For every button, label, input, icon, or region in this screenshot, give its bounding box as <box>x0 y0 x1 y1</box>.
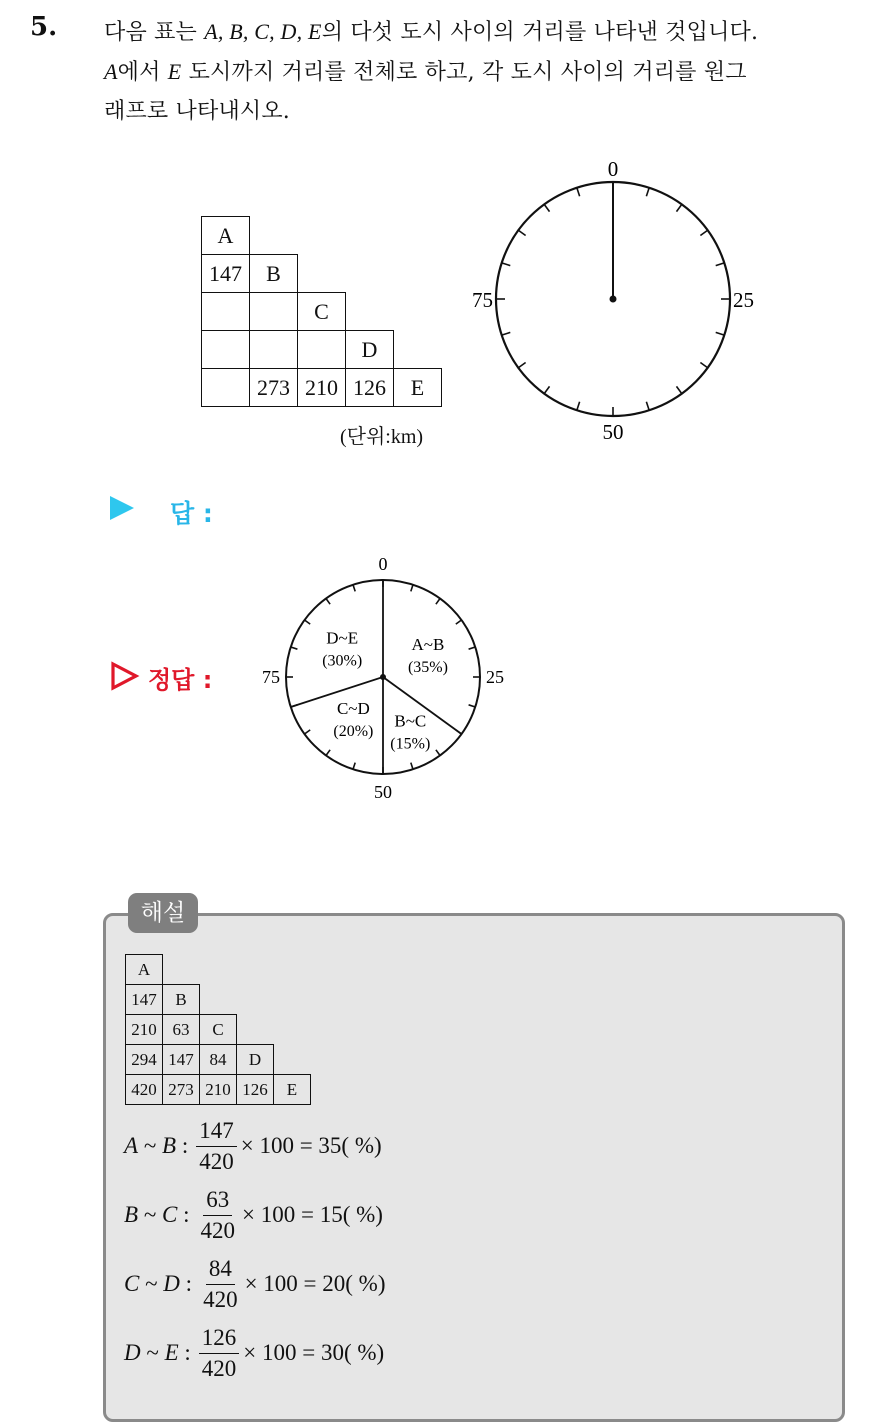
explanation-table-cell: D <box>237 1045 274 1075</box>
denominator: 420 <box>199 1148 234 1174</box>
distance-table-empty <box>394 255 442 293</box>
tick-mark <box>353 763 355 770</box>
distance-table-cell: 273 <box>250 369 298 407</box>
pie-label-right: 25 <box>486 667 504 687</box>
pie-label-top: 0 <box>378 554 388 574</box>
distance-table-cell: E <box>394 369 442 407</box>
distance-table-cell <box>250 293 298 331</box>
denominator: 420 <box>200 1217 235 1243</box>
numerator: 147 <box>196 1116 237 1147</box>
pie-slice-name: C~D <box>336 698 370 718</box>
tick-mark <box>544 204 549 211</box>
blank-circle-center <box>610 296 617 303</box>
explanation-table-row <box>126 1015 311 1045</box>
pie-slice-name: D~E <box>326 628 359 648</box>
explanation-table-empty <box>163 955 200 985</box>
distance-table-cell: 147 <box>202 255 250 293</box>
pie-slice-name: A~B <box>411 635 445 655</box>
explanation-tag: 해설 <box>128 893 198 933</box>
distance-table-row <box>202 293 442 331</box>
explanation-table-empty <box>237 955 274 985</box>
tick-mark <box>436 599 440 605</box>
question-text: 다음 표는 A, B, C, D, E의 다섯 도시 사이의 거리를 나타낸 것입니다. A에서 E 도시까지 거리를 전체로 하고, 각 도시 사이의 거리를 원그 래프로 나타내시오. <box>104 19 759 124</box>
tick-mark <box>411 763 413 770</box>
distance-table-cell: 126 <box>346 369 394 407</box>
blank-label-bottom: 50 <box>602 420 624 444</box>
distance-table-cell <box>250 331 298 369</box>
equation <box>124 1320 384 1386</box>
tick-mark <box>469 705 476 707</box>
blank-label-right: 25 <box>733 288 754 312</box>
equation-fraction <box>198 1185 239 1246</box>
blank-label-left: 75 <box>472 288 493 312</box>
answer-label: 답 : <box>170 499 213 528</box>
numerator: 63 <box>203 1185 232 1216</box>
explanation-table <box>125 954 311 1105</box>
tick-mark <box>676 204 681 211</box>
explanation-table-cell: 294 <box>126 1045 163 1075</box>
distance-table-empty <box>394 331 442 369</box>
equation-pair: D ~ E : <box>124 1340 191 1365</box>
pie-slice-percent: (15%) <box>390 735 431 753</box>
tick-mark <box>305 730 311 734</box>
distance-table-empty <box>298 255 346 293</box>
pie-slice-b-c <box>390 712 430 753</box>
equation <box>124 1113 382 1179</box>
unit-label: (단위:km) <box>340 426 424 448</box>
tick-mark <box>456 620 462 624</box>
tick-mark <box>469 647 476 649</box>
correct-arrow-icon <box>110 661 140 691</box>
answer-pie-chart <box>240 545 530 815</box>
equation-fraction <box>199 1323 240 1384</box>
equation <box>124 1182 383 1248</box>
tick-mark <box>502 263 511 266</box>
distance-table-row <box>202 331 442 369</box>
tick-mark <box>326 599 330 605</box>
explanation-table-row <box>126 955 311 985</box>
tick-mark <box>502 332 511 335</box>
numerator: 84 <box>206 1254 235 1285</box>
distance-table-cell <box>202 293 250 331</box>
tick-mark <box>305 620 311 624</box>
explanation-table-empty <box>274 1015 311 1045</box>
explanation-table-empty <box>274 955 311 985</box>
tick-mark <box>700 230 707 235</box>
distance-table-empty <box>394 217 442 255</box>
distance-table-cell <box>298 331 346 369</box>
question-number: 5. <box>30 12 58 42</box>
pie-slice-borders <box>291 580 462 774</box>
distance-table-cell: D <box>346 331 394 369</box>
blank-label-top: 0 <box>607 157 619 181</box>
distance-table <box>201 216 442 407</box>
tick-mark <box>411 585 413 592</box>
tick-mark <box>700 362 707 367</box>
pie-slice-percent: (30%) <box>322 652 363 670</box>
equation-pair: B ~ C : <box>124 1202 190 1227</box>
explanation-table-cell: 420 <box>126 1075 163 1105</box>
distance-table-row <box>202 369 442 407</box>
distance-table-empty <box>346 217 394 255</box>
distance-table-empty <box>346 255 394 293</box>
explanation-table-cell: 210 <box>126 1015 163 1045</box>
explanation-table-cell: C <box>200 1015 237 1045</box>
explanation-table-cell: E <box>274 1075 311 1105</box>
explanation-table-cell: 147 <box>163 1045 200 1075</box>
explanation-table-row <box>126 1045 311 1075</box>
tick-mark <box>436 750 440 756</box>
explanation-table-empty <box>237 1015 274 1045</box>
equation <box>124 1251 385 1317</box>
explanation-table-empty <box>237 985 274 1015</box>
correct-label: 정답 : <box>148 666 213 694</box>
equation-result: × 100 = 20( %) <box>244 1271 386 1296</box>
tick-mark <box>577 188 580 197</box>
explanation-table-row <box>126 985 311 1015</box>
blank-circle-graph <box>472 150 770 450</box>
equation-fraction <box>200 1254 241 1315</box>
equation-result: × 100 = 15( %) <box>242 1202 383 1227</box>
explanation-table-empty <box>200 955 237 985</box>
tick-mark <box>716 263 725 266</box>
tick-mark <box>518 230 525 235</box>
equation-result: × 100 = 30( %) <box>243 1340 385 1365</box>
pie-center <box>380 674 386 680</box>
distance-table-cell: B <box>250 255 298 293</box>
distance-table-empty <box>298 217 346 255</box>
distance-table-row <box>202 255 442 293</box>
distance-table-cell: A <box>202 217 250 255</box>
tick-mark <box>646 188 649 197</box>
tick-mark <box>326 750 330 756</box>
pie-slice-d-e <box>322 628 362 669</box>
tick-mark <box>544 386 549 393</box>
denominator: 420 <box>201 1355 237 1381</box>
pie-slice-percent: (35%) <box>407 659 448 677</box>
equation-pair: A ~ B : <box>124 1133 189 1158</box>
distance-table-cell: 210 <box>298 369 346 407</box>
explanation-table-cell: 84 <box>200 1045 237 1075</box>
explanation-table-cell: 147 <box>126 985 163 1015</box>
tick-mark <box>291 647 298 649</box>
distance-table-empty <box>394 293 442 331</box>
explanation-table-cell: A <box>126 955 163 985</box>
distance-table-cell <box>202 331 250 369</box>
pie-label-bottom: 50 <box>374 782 392 802</box>
explanation-table-cell: 210 <box>200 1075 237 1105</box>
pie-slice-name: B~C <box>394 711 427 731</box>
distance-table-empty <box>250 217 298 255</box>
denominator: 420 <box>203 1286 238 1312</box>
numerator: 126 <box>199 1323 240 1354</box>
explanation-table-row <box>126 1075 311 1105</box>
equation-pair: C ~ D : <box>124 1271 193 1296</box>
equation-fraction <box>196 1116 237 1177</box>
tick-mark <box>716 332 725 335</box>
explanation-table-cell: 273 <box>163 1075 200 1105</box>
tick-mark <box>646 402 649 411</box>
explanation-table-empty <box>274 985 311 1015</box>
distance-table-cell: C <box>298 293 346 331</box>
tick-mark <box>676 386 681 393</box>
explanation-table-empty <box>200 985 237 1015</box>
distance-table-cell <box>202 369 250 407</box>
explanation-table-empty <box>274 1045 311 1075</box>
pie-label-left: 75 <box>262 667 280 687</box>
answer-arrow-icon <box>110 496 134 520</box>
explanation-table-cell: 126 <box>237 1075 274 1105</box>
tick-mark <box>353 585 355 592</box>
pie-slice-percent: (20%) <box>333 722 374 740</box>
distance-table-empty <box>346 293 394 331</box>
distance-table-row <box>202 217 442 255</box>
tick-mark <box>518 362 525 367</box>
pie-slice-a-b <box>408 635 448 676</box>
tick-mark <box>577 402 580 411</box>
equation-result: × 100 = 35( %) <box>240 1133 382 1158</box>
pie-slice-c-d <box>333 699 373 740</box>
explanation-table-cell: 63 <box>163 1015 200 1045</box>
explanation-table-cell: B <box>163 985 200 1015</box>
